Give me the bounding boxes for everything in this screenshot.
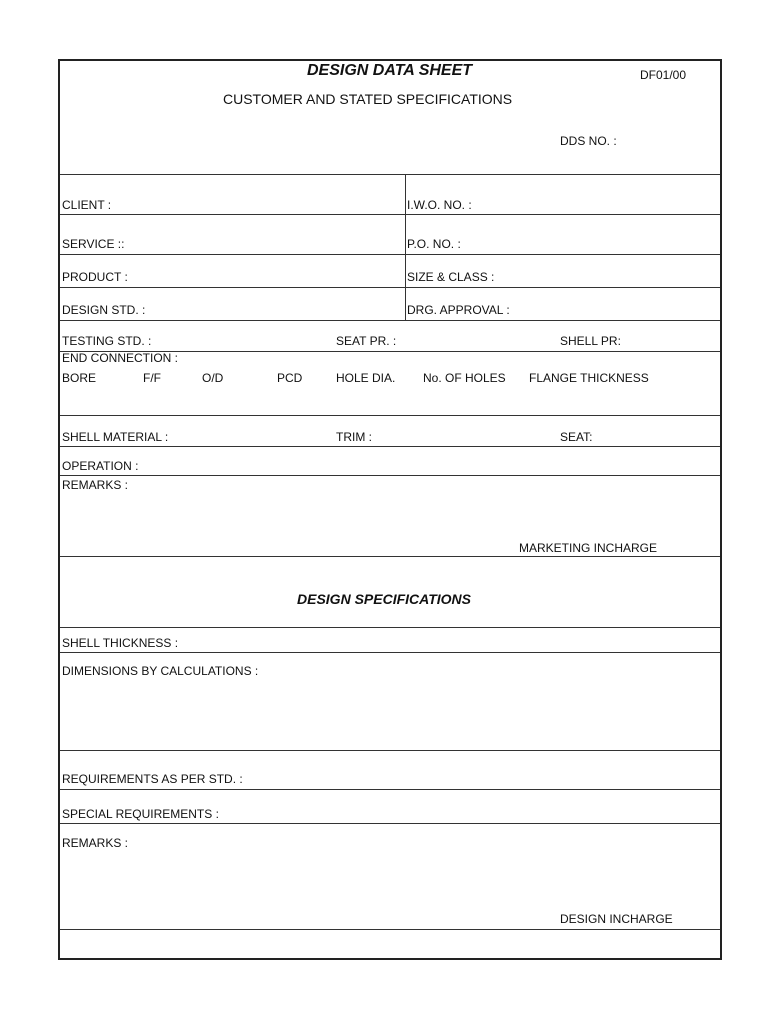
row-divider [60, 627, 720, 628]
seat-pr-label: SEAT PR. : [336, 334, 397, 348]
trim-label: TRIM : [336, 430, 372, 444]
service-label: SERVICE :: [62, 237, 125, 251]
column-divider [405, 174, 406, 320]
end-connection-col-pcd: PCD [277, 371, 303, 385]
design-specifications-heading: DESIGN SPECIFICATIONS [297, 591, 471, 607]
form-subtitle: CUSTOMER AND STATED SPECIFICATIONS [223, 91, 513, 107]
operation-label: OPERATION : [62, 459, 139, 473]
dds-no-label: DDS NO. : [560, 134, 617, 148]
design-std-label: DESIGN STD. : [62, 303, 146, 317]
end-connection-col-ff: F/F [143, 371, 161, 385]
iwo-no-label: I.W.O. NO. : [407, 198, 472, 212]
form-title: DESIGN DATA SHEET [307, 62, 473, 79]
row-divider [60, 652, 720, 653]
client-label: CLIENT : [62, 198, 112, 212]
shell-pr-label: SHELL PR: [560, 334, 621, 348]
marketing-incharge-signatory: MARKETING INCHARGE [519, 541, 658, 555]
row-divider [60, 929, 720, 930]
row-divider [60, 750, 720, 751]
end-connection-col-od: O/D [202, 371, 224, 385]
size-class-label: SIZE & CLASS : [407, 270, 495, 284]
shell-thickness-label: SHELL THICKNESS : [62, 636, 179, 650]
row-divider [60, 320, 720, 321]
shell-material-label: SHELL MATERIAL : [62, 430, 169, 444]
seat-label: SEAT: [560, 430, 593, 444]
dimensions-by-calculations-label: DIMENSIONS BY CALCULATIONS : [62, 664, 259, 678]
row-divider [60, 823, 720, 824]
special-requirements-label: SPECIAL REQUIREMENTS : [62, 807, 219, 821]
row-divider [60, 556, 720, 557]
product-label: PRODUCT : [62, 270, 128, 284]
testing-std-label: TESTING STD. : [62, 334, 152, 348]
row-divider [60, 446, 720, 447]
marketing-remarks-label: REMARKS : [62, 478, 129, 492]
end-connection-col-bore: BORE [62, 371, 97, 385]
row-divider [60, 214, 720, 215]
design-remarks-label: REMARKS : [62, 836, 129, 850]
row-divider [60, 174, 720, 175]
requirements-as-per-std-label: REQUIREMENTS AS PER STD. : [62, 772, 243, 786]
drg-approval-label: DRG. APPROVAL : [407, 303, 510, 317]
design-data-sheet-form [58, 59, 722, 960]
row-divider [60, 789, 720, 790]
end-connection-col-flange-thickness: FLANGE THICKNESS [529, 371, 649, 385]
po-no-label: P.O. NO. : [407, 237, 461, 251]
end-connection-label: END CONNECTION : [62, 351, 179, 365]
row-divider [60, 287, 720, 288]
row-divider [60, 254, 720, 255]
row-divider [60, 475, 720, 476]
end-connection-col-hole-dia: HOLE DIA. [336, 371, 396, 385]
form-code: DF01/00 [640, 68, 687, 82]
row-divider [60, 415, 720, 416]
end-connection-col-no-of-holes: No. OF HOLES [423, 371, 506, 385]
design-incharge-signatory: DESIGN INCHARGE [560, 912, 673, 926]
